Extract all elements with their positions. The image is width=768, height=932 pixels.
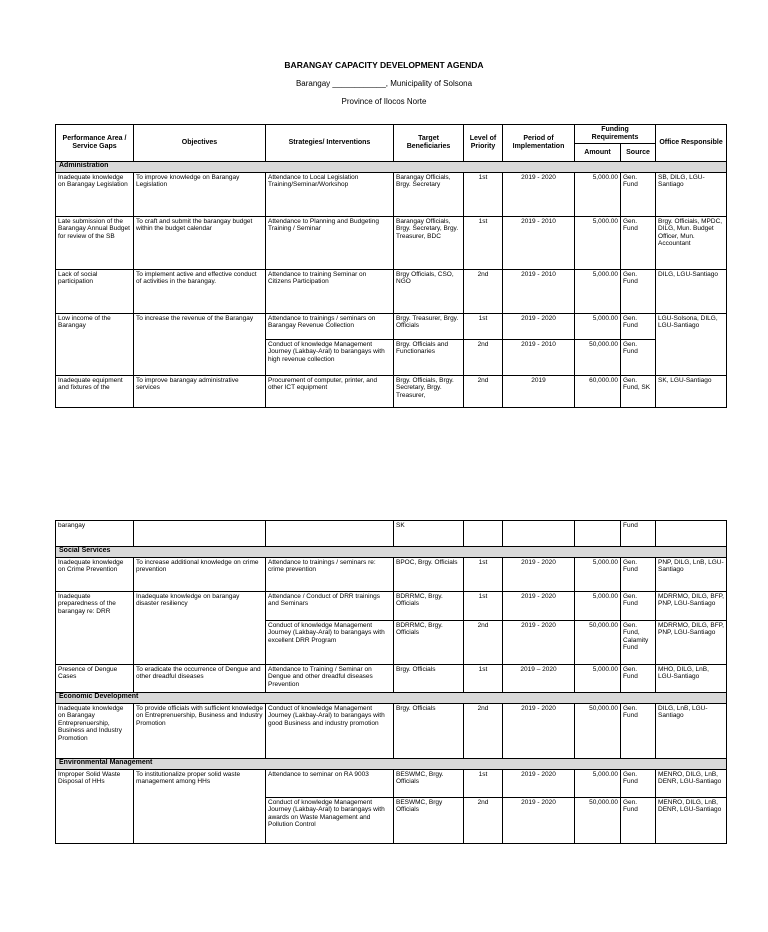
agenda-table-part1 <box>55 124 727 408</box>
cell-strategy: Attendance to Training / Seminar on Dengue and other dreadful diseases Prevention <box>266 665 394 693</box>
cell-strategy: Attendance to trainings / seminars re: crime prevention <box>266 558 394 592</box>
cell-source: Gen. Fund <box>621 217 656 270</box>
cell-priority: 1st <box>464 314 503 340</box>
cell-beneficiaries: Brgy. Officials <box>394 665 464 693</box>
section-environmental-management: Environmental Management <box>56 759 727 770</box>
cell-office: MDRRMO, DILG, BFP, PNP, LGU-Santiago <box>656 621 727 665</box>
cell-strategy: Conduct of knowledge Management Journey (Lakbay-Aral) to barangays with high revenue collection <box>266 340 394 376</box>
col-header-period: Period of Implementation <box>503 125 575 162</box>
cell-strategy <box>266 521 394 547</box>
cell-office: LGU-Solsona, DILG, LGU-Santiago <box>656 314 727 376</box>
cell-objective: To increase the revenue of the Barangay <box>134 314 266 376</box>
col-header-funding: Funding Requirements <box>575 125 656 144</box>
cell-amount: 5,000.00 <box>575 770 621 798</box>
cell-period: 2019 - 2010 <box>503 340 575 376</box>
table-row <box>56 217 727 270</box>
cell-gap: Inadequate knowledge on Barangay Legislation <box>56 173 134 217</box>
cell-beneficiaries: SK <box>394 521 464 547</box>
cell-source: Gen. Fund <box>621 770 656 798</box>
cell-amount: 50,000.00 <box>575 798 621 844</box>
table-row <box>56 376 727 408</box>
cell-objective: To institutionalize proper solid waste management among HHs <box>134 770 266 844</box>
cell-source: Gen. Fund, SK <box>621 376 656 408</box>
cell-source: Gen. Fund <box>621 704 656 759</box>
cell-beneficiaries: Barangay Officials, Brgy. Secretary <box>394 173 464 217</box>
table-row <box>56 270 727 314</box>
cell-office <box>656 521 727 547</box>
cell-strategy: Attendance / Conduct of DRR trainings and Seminars <box>266 592 394 621</box>
table-row <box>56 770 727 798</box>
cell-objective: To increase additional knowledge on crime prevention <box>134 558 266 592</box>
cell-office: MENRO, DILG, LnB, DENR, LGU-Santiago <box>656 770 727 798</box>
cell-beneficiaries: Brgy Officials, CSO, NGO <box>394 270 464 314</box>
cell-strategy: Attendance to trainings / seminars on Barangay Revenue Collection <box>266 314 394 340</box>
col-header-strategies: Strategies/ Interventions <box>266 125 394 162</box>
cell-period: 2019 – 2020 <box>503 665 575 693</box>
cell-beneficiaries: Brgy. Officials, Brgy. Secretary, Brgy. Treasurer, <box>394 376 464 408</box>
cell-gap: barangay <box>56 521 134 547</box>
cell-gap: Inadequate knowledge on Crime Prevention <box>56 558 134 592</box>
cell-amount: 60,000.00 <box>575 376 621 408</box>
cell-priority: 1st <box>464 770 503 798</box>
cell-strategy: Conduct of knowledge Management Journey (Lakbay-Aral) to barangays with good Business and industry promotion <box>266 704 394 759</box>
table-row <box>56 314 727 340</box>
header-row <box>56 125 727 144</box>
cell-period: 2019 - 2020 <box>503 704 575 759</box>
cell-beneficiaries: Brgy. Officials <box>394 704 464 759</box>
col-header-beneficiaries: Target Beneficiaries <box>394 125 464 162</box>
cell-amount: 50,000.00 <box>575 621 621 665</box>
cell-gap: Late submission of the Barangay Annual Budget for review of the SB <box>56 217 134 270</box>
cell-office: SK, LGU-Santiago <box>656 376 727 408</box>
cell-objective: To improve barangay administrative services <box>134 376 266 408</box>
province-line: Province of Ilocos Norte <box>341 97 427 106</box>
cell-amount: 5,000.00 <box>575 173 621 217</box>
cell-amount: 5,000.00 <box>575 665 621 693</box>
cell-strategy: Attendance to Planning and Budgeting Training / Seminar <box>266 217 394 270</box>
cell-office: MENRO, DILG, LnB, DENR, LGU-Santiago <box>656 798 727 844</box>
cell-priority: 1st <box>464 592 503 621</box>
cell-office: DILG, LGU-Santiago <box>656 270 727 314</box>
cell-office: MHO, DILG, LnB, LGU-Santiago <box>656 665 727 693</box>
cell-priority: 2nd <box>464 340 503 376</box>
cell-source: Fund <box>621 521 656 547</box>
cell-amount: 5,000.00 <box>575 592 621 621</box>
col-header-amount: Amount <box>575 144 621 162</box>
cell-objective: To eradicate the occurrence of Dengue and other dreadful diseases <box>134 665 266 693</box>
cell-period: 2019 - 2020 <box>503 592 575 621</box>
col-header-objectives: Objectives <box>134 125 266 162</box>
section-administration: Administration <box>56 162 727 173</box>
cell-source: Gen. Fund <box>621 340 656 376</box>
cell-period: 2019 - 2010 <box>503 217 575 270</box>
cell-amount: 50,000.00 <box>575 340 621 376</box>
cell-gap: Low income of the Barangay <box>56 314 134 376</box>
cell-source: Gen. Fund <box>621 798 656 844</box>
cell-period: 2019 - 2020 <box>503 314 575 340</box>
cell-beneficiaries: BESWMC, Brgy. Officials <box>394 770 464 798</box>
col-header-office: Office Responsible <box>656 125 727 162</box>
cell-beneficiaries: BDRRMC, Brgy. Officials <box>394 592 464 621</box>
cell-strategy: Procurement of computer, printer, and other ICT equipment <box>266 376 394 408</box>
col-header-source: Source <box>621 144 656 162</box>
agenda-table-part2 <box>55 520 727 844</box>
cell-gap: Improper Solid Waste Disposal of HHs <box>56 770 134 844</box>
col-header-priority: Level of Priority <box>464 125 503 162</box>
cell-objective: To improve knowledge on Barangay Legislation <box>134 173 266 217</box>
cell-period <box>503 521 575 547</box>
cell-strategy: Attendance to Local Legislation Training/Seminar/Workshop <box>266 173 394 217</box>
cell-strategy: Attendance to training Seminar on Citizens Participation <box>266 270 394 314</box>
cell-source: Gen. Fund <box>621 558 656 592</box>
cell-period: 2019 - 2020 <box>503 558 575 592</box>
cell-priority <box>464 521 503 547</box>
document-title: BARANGAY CAPACITY DEVELOPMENT AGENDA <box>284 60 484 70</box>
cell-priority: 1st <box>464 173 503 217</box>
barangay-municipality-line: Barangay ____________, Municipality of Solsona <box>295 79 473 88</box>
cell-amount: 5,000.00 <box>575 558 621 592</box>
cell-priority: 2nd <box>464 270 503 314</box>
cell-office: PNP, DILG, LnB, LGU-Santiago <box>656 558 727 592</box>
cell-period: 2019 - 2020 <box>503 770 575 798</box>
cell-gap: Lack of social participation <box>56 270 134 314</box>
cell-source: Gen. Fund <box>621 270 656 314</box>
cell-source: Gen. Fund, Calamity Fund <box>621 621 656 665</box>
cell-source: Gen. Fund <box>621 314 656 340</box>
cell-amount: 5,000.00 <box>575 270 621 314</box>
cell-amount: 50,000.00 <box>575 704 621 759</box>
cell-source: Gen. Fund <box>621 592 656 621</box>
cell-priority: 2nd <box>464 798 503 844</box>
cell-priority: 1st <box>464 217 503 270</box>
cell-objective: To provide officials with sufficient knowledge on Entreprenuership, Business and Industry Promotion <box>134 704 266 759</box>
cell-beneficiaries: Brgy. Officials and Functionaries <box>394 340 464 376</box>
section-social-services: Social Services <box>56 547 727 558</box>
cell-amount: 5,000.00 <box>575 314 621 340</box>
cell-gap: Inadequate equipment and fixtures of the <box>56 376 134 408</box>
cell-objective: To craft and submit the barangay budget within the budget calendar <box>134 217 266 270</box>
table-row <box>56 521 727 547</box>
cell-priority: 1st <box>464 558 503 592</box>
cell-priority: 2nd <box>464 621 503 665</box>
cell-office: Brgy. Officials, MPDC, DILG, Mun. Budget Officer, Mun. Accountant <box>656 217 727 270</box>
cell-gap: Inadequate knowledge on Barangay Entreprenuership, Business and Industry Promotion <box>56 704 134 759</box>
cell-priority: 1st <box>464 665 503 693</box>
cell-beneficiaries: BESWMC, Brgy Officials <box>394 798 464 844</box>
table-row <box>56 592 727 621</box>
cell-source: Gen. Fund <box>621 173 656 217</box>
cell-beneficiaries: Brgy. Treasurer, Brgy. Officials <box>394 314 464 340</box>
cell-strategy: Attendance to seminar on RA 9003 <box>266 770 394 798</box>
cell-office: DILG, LnB, LGU-Santiago <box>656 704 727 759</box>
table-row <box>56 558 727 592</box>
col-header-gaps: Performance Area / Service Gaps <box>56 125 134 162</box>
cell-priority: 2nd <box>464 704 503 759</box>
cell-priority: 2nd <box>464 376 503 408</box>
cell-period: 2019 <box>503 376 575 408</box>
cell-amount <box>575 521 621 547</box>
cell-period: 2019 - 2020 <box>503 173 575 217</box>
cell-office: SB, DILG, LGU-Santiago <box>656 173 727 217</box>
cell-period: 2019 - 2020 <box>503 798 575 844</box>
cell-beneficiaries: BDRRMC, Brgy. Officials <box>394 621 464 665</box>
cell-objective: Inadequate knowledge on barangay disaster resiliency <box>134 592 266 665</box>
cell-strategy: Conduct of knowledge Management Journey (Lakbay-Aral) to barangays with awards on Waste Management and Pollution Control <box>266 798 394 844</box>
table-row <box>56 704 727 759</box>
cell-source: Gen. Fund <box>621 665 656 693</box>
cell-period: 2019 - 2010 <box>503 270 575 314</box>
cell-objective <box>134 521 266 547</box>
cell-objective: To implement active and effective conduct of activities in the barangay. <box>134 270 266 314</box>
cell-beneficiaries: Barangay Officials, Brgy. Secretary, Brgy. Treasurer, BDC <box>394 217 464 270</box>
cell-amount: 5,000.00 <box>575 217 621 270</box>
cell-office: MDRRMO, DILG, BFP, PNP, LGU-Santiago <box>656 592 727 621</box>
cell-strategy: Conduct of knowledge Management Journey (Lakbay-Aral) to barangays with excellent DRR Program <box>266 621 394 665</box>
cell-beneficiaries: BPOC, Brgy. Officials <box>394 558 464 592</box>
cell-period: 2019 - 2020 <box>503 621 575 665</box>
section-economic-development: Economic Development <box>56 693 727 704</box>
table-row <box>56 173 727 217</box>
cell-gap: Inadequate preparedness of the barangay re: DRR <box>56 592 134 665</box>
cell-gap: Presence of Dengue Cases <box>56 665 134 693</box>
table-row <box>56 665 727 693</box>
